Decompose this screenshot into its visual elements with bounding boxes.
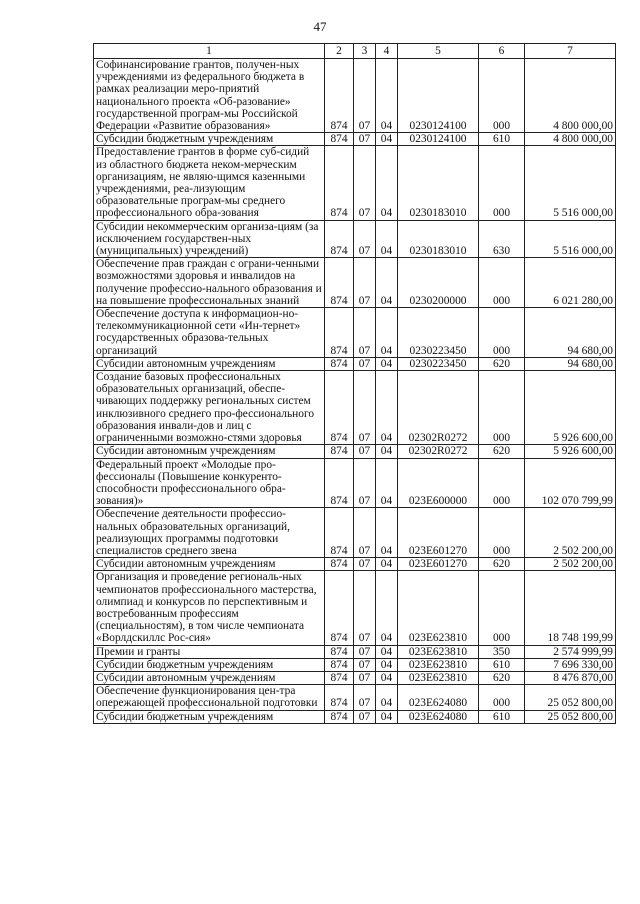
row-col-7: 4 800 000,00	[525, 59, 616, 133]
row-col-6: 620	[479, 671, 525, 684]
row-name: Обеспечение доступа к информацион-но-телекоммуникационной сети «Ин-тернет» государственных образова-тельных организаций	[94, 308, 325, 358]
row-col-5: 02302R0272	[398, 371, 479, 445]
row-col-2: 874	[325, 445, 354, 458]
row-col-5: 023E601270	[398, 558, 479, 571]
row-name: Субсидии автономным учреждениям	[94, 671, 325, 684]
row-col-4: 04	[376, 558, 398, 571]
row-name: Предоставление грантов в форме суб-сидий из областного бюджета неком-мерческим организациям, не являю-щимся казенными учреждениями, реа-лизующим образовательные програм-мы среднего профессионального обра-зования	[94, 146, 325, 220]
row-col-2: 874	[325, 710, 354, 723]
table-row	[94, 445, 616, 458]
row-col-5: 023E623810	[398, 658, 479, 671]
row-col-4: 04	[376, 371, 398, 445]
column-header: 6	[479, 44, 525, 59]
table-row	[94, 685, 616, 710]
row-col-2: 874	[325, 371, 354, 445]
row-col-3: 07	[354, 308, 376, 358]
row-col-7: 2 502 200,00	[525, 508, 616, 558]
row-col-6: 610	[479, 133, 525, 146]
column-header: 4	[376, 44, 398, 59]
column-header: 7	[525, 44, 616, 59]
row-name: Субсидии бюджетным учреждениям	[94, 133, 325, 146]
row-col-6: 610	[479, 710, 525, 723]
row-col-2: 874	[325, 558, 354, 571]
row-col-7: 8 476 870,00	[525, 671, 616, 684]
column-header: 2	[325, 44, 354, 59]
row-col-7: 2 502 200,00	[525, 558, 616, 571]
row-col-6: 610	[479, 658, 525, 671]
table-row	[94, 133, 616, 146]
row-col-6: 620	[479, 357, 525, 370]
row-col-2: 874	[325, 458, 354, 508]
table-row	[94, 357, 616, 370]
row-name: Обеспечение прав граждан с ограни-ченными возможностями здоровья и инвалидов на получение профессио-нального образования и на повышение профессиональных знаний	[94, 258, 325, 308]
column-header: 5	[398, 44, 479, 59]
row-col-2: 874	[325, 571, 354, 645]
page-number: 47	[313, 19, 327, 34]
row-col-7: 94 680,00	[525, 357, 616, 370]
row-col-5: 0230200000	[398, 258, 479, 308]
row-col-6: 350	[479, 645, 525, 658]
row-col-2: 874	[325, 59, 354, 133]
row-name: Обеспечение деятельности профессио-нальных образовательных организаций, реализующих программы подготовки специалистов среднего звена	[94, 508, 325, 558]
table-row	[94, 671, 616, 684]
row-col-4: 04	[376, 258, 398, 308]
row-col-7: 102 070 799,99	[525, 458, 616, 508]
row-col-3: 07	[354, 658, 376, 671]
row-name: Премии и гранты	[94, 645, 325, 658]
row-col-5: 0230183010	[398, 146, 479, 220]
row-col-6: 000	[479, 371, 525, 445]
row-col-3: 07	[354, 458, 376, 508]
row-col-7: 2 574 999,99	[525, 645, 616, 658]
row-name: Федеральный проект «Молодые про-фессионалы (Повышение конкуренто-способности профессионального обра-зования)»	[94, 458, 325, 508]
row-col-7: 5 516 000,00	[525, 146, 616, 220]
row-col-4: 04	[376, 645, 398, 658]
row-col-3: 07	[354, 685, 376, 710]
row-col-3: 07	[354, 146, 376, 220]
row-col-5: 023E623810	[398, 645, 479, 658]
row-col-2: 874	[325, 645, 354, 658]
row-col-7: 7 696 330,00	[525, 658, 616, 671]
row-col-5: 023E601270	[398, 508, 479, 558]
row-col-4: 04	[376, 571, 398, 645]
row-col-4: 04	[376, 357, 398, 370]
row-col-7: 25 052 800,00	[525, 710, 616, 723]
row-name: Софинансирование грантов, получен-ных учреждениями из федерального бюджета в рамках реализации меро-приятий национального проекта «Об-разование» государственной програм-мы Российской Федерации «Развитие образования»	[94, 59, 325, 133]
table-row	[94, 458, 616, 508]
column-header: 3	[354, 44, 376, 59]
row-col-4: 04	[376, 508, 398, 558]
row-col-4: 04	[376, 458, 398, 508]
row-col-6: 000	[479, 308, 525, 358]
row-col-7: 5 926 600,00	[525, 371, 616, 445]
row-name: Организация и проведение региональ-ных чемпионатов профессионального мастерства, олимпиад и конкурсов по перспективным и востребованным профессиям (специальностям), в том числе чемпионата «Ворлдскиллс Рос-сия»	[94, 571, 325, 645]
table-row	[94, 645, 616, 658]
row-col-6: 000	[479, 458, 525, 508]
row-col-6: 620	[479, 445, 525, 458]
column-header: 1	[94, 44, 325, 59]
row-name: Субсидии автономным учреждениям	[94, 445, 325, 458]
row-col-5: 0230124100	[398, 133, 479, 146]
row-col-3: 07	[354, 258, 376, 308]
row-col-5: 023E600000	[398, 458, 479, 508]
table-row	[94, 146, 616, 220]
row-col-3: 07	[354, 371, 376, 445]
row-name: Субсидии некоммерческим организа-циям (за исключением государствен-ных (муниципальных) учреждений)	[94, 220, 325, 258]
row-col-3: 07	[354, 133, 376, 146]
table-row	[94, 220, 616, 258]
table-row	[94, 571, 616, 645]
row-col-5: 0230223450	[398, 357, 479, 370]
row-col-4: 04	[376, 308, 398, 358]
row-col-2: 874	[325, 508, 354, 558]
table-row	[94, 59, 616, 133]
row-col-3: 07	[354, 445, 376, 458]
row-col-4: 04	[376, 671, 398, 684]
row-col-2: 874	[325, 671, 354, 684]
row-name: Субсидии автономным учреждениям	[94, 558, 325, 571]
row-col-2: 874	[325, 258, 354, 308]
row-col-3: 07	[354, 508, 376, 558]
table-header-row	[94, 44, 616, 59]
row-col-7: 94 680,00	[525, 308, 616, 358]
row-col-3: 07	[354, 558, 376, 571]
row-col-6: 630	[479, 220, 525, 258]
table-row	[94, 558, 616, 571]
row-col-6: 000	[479, 508, 525, 558]
row-col-4: 04	[376, 220, 398, 258]
row-col-2: 874	[325, 357, 354, 370]
row-col-4: 04	[376, 710, 398, 723]
row-col-7: 4 800 000,00	[525, 133, 616, 146]
row-col-6: 000	[479, 685, 525, 710]
row-col-5: 0230124100	[398, 59, 479, 133]
table-row	[94, 308, 616, 358]
row-col-3: 07	[354, 220, 376, 258]
row-col-5: 023E623810	[398, 671, 479, 684]
row-name: Субсидии бюджетным учреждениям	[94, 710, 325, 723]
row-col-2: 874	[325, 308, 354, 358]
row-col-7: 25 052 800,00	[525, 685, 616, 710]
row-col-2: 874	[325, 685, 354, 710]
row-col-3: 07	[354, 357, 376, 370]
row-col-2: 874	[325, 133, 354, 146]
row-col-4: 04	[376, 146, 398, 220]
row-col-7: 6 021 280,00	[525, 258, 616, 308]
table-row	[94, 508, 616, 558]
row-col-5: 023E624080	[398, 685, 479, 710]
row-name: Создание базовых профессиональных образовательных организаций, обеспе-чивающих поддержку региональных систем инклюзивного среднего про-фессионального образования инвали-дов и лиц с ограниченными возможно-стями здоровья	[94, 371, 325, 445]
row-col-5: 0230223450	[398, 308, 479, 358]
row-col-6: 000	[479, 59, 525, 133]
table-row	[94, 258, 616, 308]
row-col-5: 023E624080	[398, 710, 479, 723]
row-col-3: 07	[354, 59, 376, 133]
row-col-4: 04	[376, 445, 398, 458]
row-col-2: 874	[325, 220, 354, 258]
row-col-4: 04	[376, 685, 398, 710]
table-row	[94, 658, 616, 671]
row-col-7: 5 926 600,00	[525, 445, 616, 458]
row-col-6: 000	[479, 146, 525, 220]
row-col-3: 07	[354, 710, 376, 723]
row-col-3: 07	[354, 571, 376, 645]
row-col-5: 0230183010	[398, 220, 479, 258]
table-row	[94, 710, 616, 723]
budget-table	[93, 43, 616, 724]
row-col-6: 000	[479, 258, 525, 308]
row-col-3: 07	[354, 645, 376, 658]
row-col-3: 07	[354, 671, 376, 684]
row-col-7: 5 516 000,00	[525, 220, 616, 258]
row-col-6: 000	[479, 571, 525, 645]
row-col-2: 874	[325, 146, 354, 220]
row-col-4: 04	[376, 59, 398, 133]
row-col-4: 04	[376, 658, 398, 671]
row-name: Обеспечение функционирования цен-тра опережающей профессиональной подготовки	[94, 685, 325, 710]
row-col-6: 620	[479, 558, 525, 571]
row-col-2: 874	[325, 658, 354, 671]
row-name: Субсидии бюджетным учреждениям	[94, 658, 325, 671]
table-row	[94, 371, 616, 445]
row-col-7: 18 748 199,99	[525, 571, 616, 645]
row-col-5: 02302R0272	[398, 445, 479, 458]
row-name: Субсидии автономным учреждениям	[94, 357, 325, 370]
row-col-4: 04	[376, 133, 398, 146]
row-col-5: 023E623810	[398, 571, 479, 645]
